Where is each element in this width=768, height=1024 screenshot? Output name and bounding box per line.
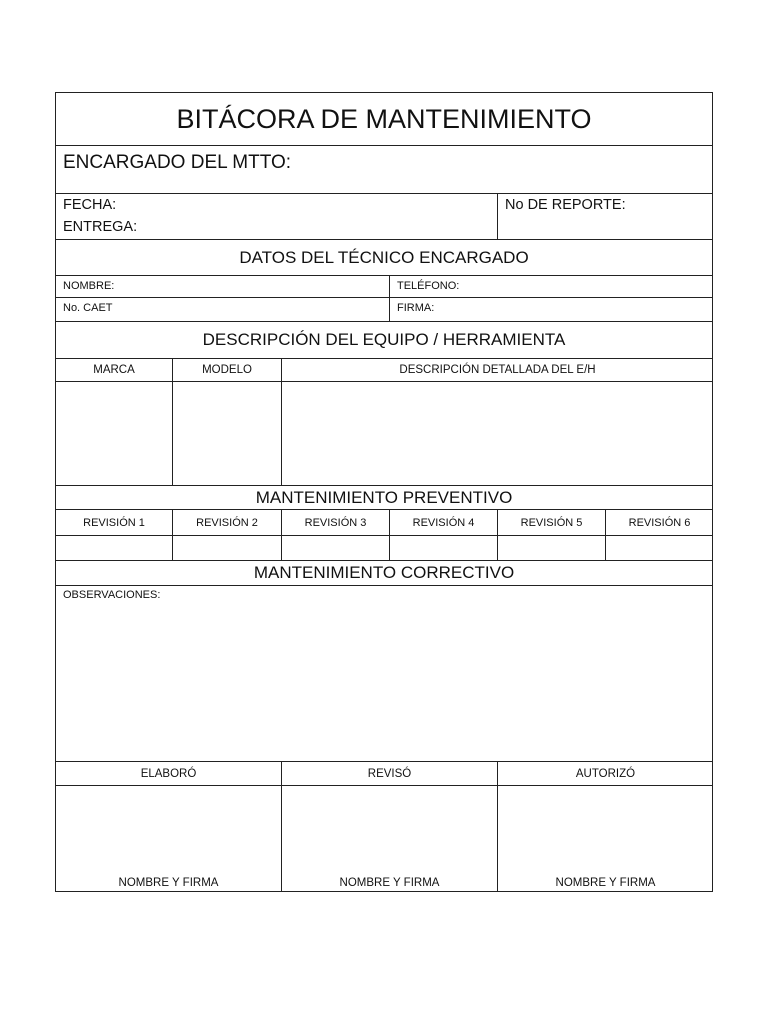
modelo-header-label: MODELO [202,364,252,376]
nombre-label: NOMBRE: [63,280,115,292]
revision-4-field[interactable] [389,536,497,560]
revisiones-body-row [56,536,712,561]
reviso-signature-field[interactable] [281,786,497,891]
revision-4-label: REVISIÓN 4 [412,516,475,529]
marca-header-label: MARCA [93,364,135,376]
marca-field[interactable] [56,382,172,485]
revision-6-field[interactable] [605,536,713,560]
revision-3-label: REVISIÓN 3 [304,516,367,529]
telefono-cell[interactable] [389,276,713,297]
firma-cell[interactable] [389,298,713,321]
equipo-heading-row [56,322,712,359]
firmas-header-row [56,762,712,786]
correctivo-heading: MANTENIMIENTO CORRECTIVO [253,563,515,582]
revision-3-header [281,510,389,535]
revision-3-field[interactable] [281,536,389,560]
caet-label: No. CAET [63,302,113,314]
modelo-field[interactable] [172,382,281,485]
caet-cell[interactable] [56,298,389,321]
equipo-heading: DESCRIPCIÓN DEL EQUIPO / HERRAMIENTA [202,330,566,349]
reporte-cell[interactable] [497,194,713,239]
revision-6-header [605,510,713,535]
revision-6-label: REVISIÓN 6 [628,516,691,529]
encargado-row[interactable] [56,146,712,194]
nombre-cell[interactable] [56,276,389,297]
revision-1-label: REVISIÓN 1 [83,516,145,529]
fecha-cell[interactable] [56,194,497,239]
revision-2-label: REVISIÓN 2 [196,516,258,529]
fecha-row [56,194,712,240]
revision-1-header [56,510,172,535]
revision-2-field[interactable] [172,536,281,560]
revision-2-header [172,510,281,535]
correctivo-heading-row [56,561,712,586]
autorizo-header [497,762,713,785]
firma-label: FIRMA: [397,302,435,314]
preventivo-heading-row [56,486,712,510]
autorizo-signature-field[interactable] [497,786,713,891]
reviso-header [281,762,497,785]
firmas-body-row [56,786,712,891]
encargado-label: ENCARGADO DEL MTTO: [63,152,292,173]
revision-5-label: REVISIÓN 5 [520,516,583,529]
reporte-label: No DE REPORTE: [505,197,626,213]
tecnico-heading-row [56,240,712,276]
reviso-footer: NOMBRE Y FIRMA [339,877,440,889]
descripcion-field[interactable] [281,382,713,485]
reviso-label: REVISÓ [367,767,412,780]
fecha-label: FECHA: [63,197,117,213]
autorizo-label: AUTORIZÓ [575,767,636,780]
elaboro-footer: NOMBRE Y FIRMA [118,877,219,889]
elaboro-label: ELABORÓ [140,767,197,780]
revision-4-header [389,510,497,535]
preventivo-heading: MANTENIMIENTO PREVENTIVO [255,487,513,507]
equipo-header-row [56,359,712,382]
revision-1-field[interactable] [56,536,172,560]
elaboro-header [56,762,281,785]
nombre-row [56,276,712,298]
caet-row [56,298,712,322]
revision-5-header [497,510,605,535]
elaboro-signature-field[interactable] [56,786,281,891]
descripcion-header-label: DESCRIPCIÓN DETALLADA DEL E/H [399,364,596,376]
equipo-body-row [56,382,712,486]
descripcion-header [281,359,713,381]
observaciones-field[interactable] [56,586,712,762]
maintenance-log-form [55,92,713,892]
revisiones-header-row [56,510,712,536]
observaciones-label: OBSERVACIONES: [63,589,161,601]
revision-5-field[interactable] [497,536,605,560]
marca-header [56,359,172,381]
entrega-label: ENTREGA: [63,219,138,235]
tecnico-heading: DATOS DEL TÉCNICO ENCARGADO [239,247,529,267]
modelo-header [172,359,281,381]
form-title: BITÁCORA DE MANTENIMIENTO [176,103,592,134]
telefono-label: TELÉFONO: [397,280,460,292]
form-title-row [56,93,712,146]
autorizo-footer: NOMBRE Y FIRMA [555,877,656,889]
